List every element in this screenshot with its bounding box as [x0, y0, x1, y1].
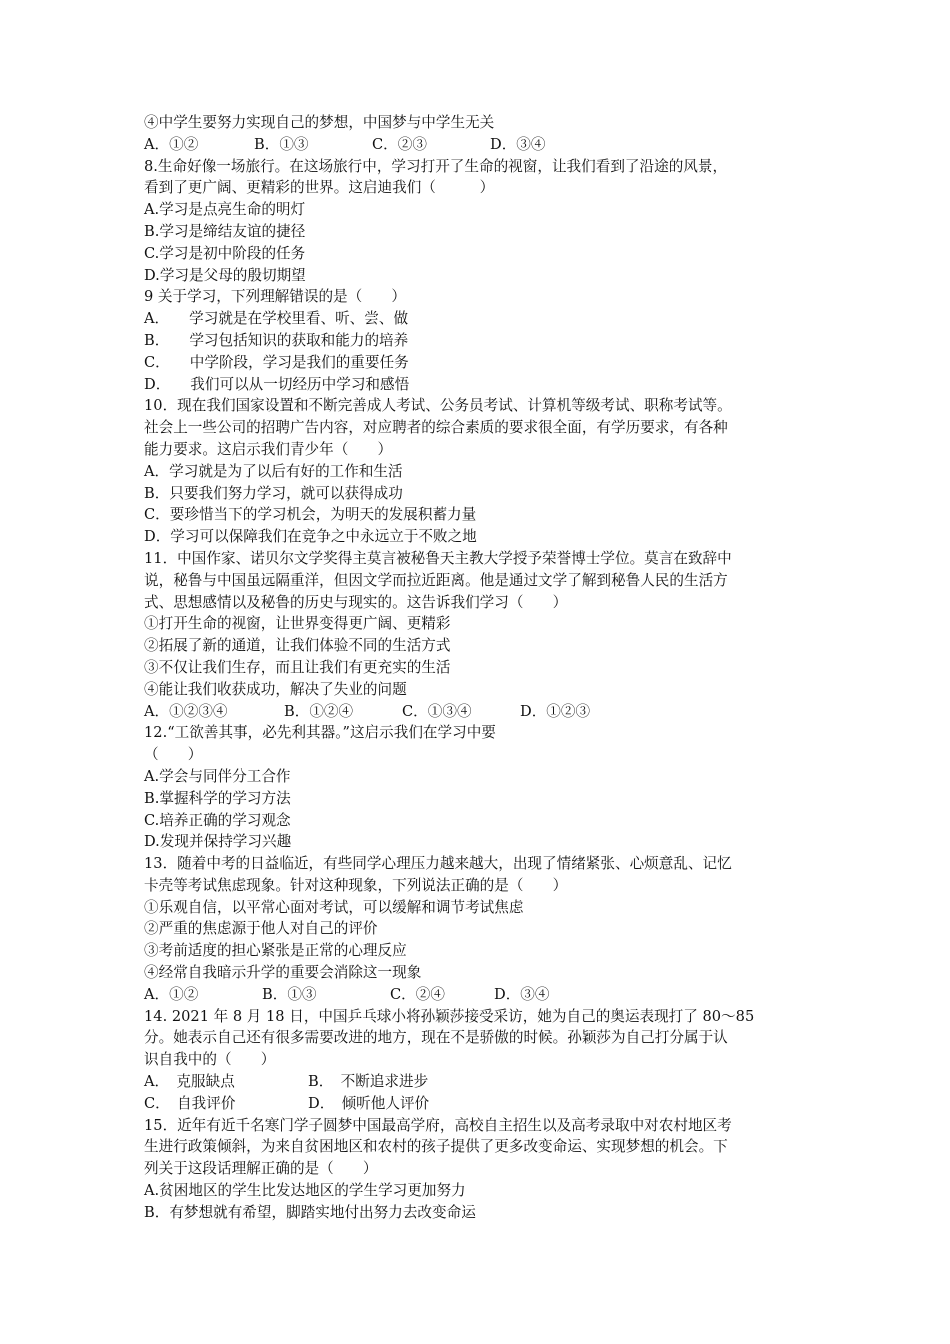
q15-option-b: B．有梦想就有希望，脚踏实地付出努力去改变命运	[144, 1203, 476, 1221]
q11-item-4: ④能让我们收获成功，解决了失业的问题	[144, 680, 407, 698]
q13-option-c: C．②④	[390, 985, 445, 1003]
q12-option-d: D.发现并保持学习兴趣	[144, 833, 292, 851]
q7-option-d: D．③④	[490, 135, 546, 153]
q14-stem-line-2: 分。她表示自己还有很多需要改进的地方，现在不是骄傲的时候。孙颖莎为自己打分属于认	[144, 1029, 728, 1047]
q10-option-c: C．要珍惜当下的学习机会，为明天的发展积蓄力量	[144, 506, 477, 524]
exam-page	[144, 112, 812, 1224]
q15-stem-line-1: 15．近年有近千名寒门学子圆梦中国最高学府，高校自主招生以及高考录取中对农村地区考	[144, 1116, 732, 1134]
q9-option-a	[144, 308, 812, 330]
q11-stem-line-2: 说，秘鲁与中国虽远隔重洋，但因文学而拉近距离。他是通过文学了解到秘鲁人民的生活方	[144, 571, 728, 589]
q10-stem-line-2: 社会上一些公司的招聘广告内容，对应聘者的综合素质的要求很全面，有学历要求，有各种	[144, 419, 728, 437]
q9-option-b	[144, 330, 812, 352]
q7-option-b: B．①③	[254, 135, 309, 153]
q8-stem-line-1: 8.生命好像一场旅行。在这场旅行中，学习打开了生命的视窗，让我们看到了沿途的风景，	[144, 157, 728, 175]
q7-option-c: C．②③	[372, 135, 427, 153]
q11-item-1: ①打开生命的视窗，让世界变得更广阔、更精彩	[144, 615, 451, 633]
q7-item-4: ④中学生要努力实现自己的梦想，中国梦与中学生无关	[144, 114, 495, 131]
q8-stem-line-2: 看到了更广阔、更精彩的世界。这启迪我们（ ）	[144, 179, 495, 197]
q9-stem: 9 关于学习，下列理解错误的是（ ）	[144, 288, 407, 306]
q11-stem-line-1: 11．中国作家、诺贝尔文学奖得主莫言被秘鲁天主教大学授予荣誉博士学位。莫言在致辞中	[144, 549, 732, 567]
q13-item-1: ①乐观自信，以平常心面对考试，可以缓解和调节考试焦虑	[144, 898, 524, 916]
q14-options-row-2	[144, 1093, 812, 1115]
q11-item-2: ②拓展了新的通道，让我们体验不同的生活方式	[144, 637, 451, 655]
q14-stem-line-3: 识自我中的（ ）	[144, 1051, 276, 1069]
q8-option-c: C.学习是初中阶段的任务	[144, 244, 306, 262]
q14-stem-line-1: 14. 2021 年 8 月 18 日，中国乒乓球小将孙颖莎接受采访，她为自己的奥运表现打了 80～85	[144, 1007, 755, 1025]
q15-stem-line-2: 生进行政策倾斜，为来自贫困地区和农村的孩子提供了更多改变命运、实现梦想的机会。下	[144, 1138, 728, 1156]
q8-option-b: B.学习是缔结友谊的捷径	[144, 222, 306, 240]
q8-option-a: A.学习是点亮生命的明灯	[144, 201, 306, 219]
q13-item-3: ③考前适度的担心紧张是正常的心理反应	[144, 942, 407, 960]
q11-option-a: A．①②③④	[144, 702, 228, 720]
q14-option-a: A． 克服缺点	[144, 1073, 235, 1091]
q7-options	[144, 134, 812, 156]
q13-option-a: A．①②	[144, 985, 199, 1003]
q12-stem-line-2: （ ）	[144, 746, 203, 764]
q13-options	[144, 984, 812, 1006]
q7-option-a: A．①②	[144, 135, 199, 153]
q9-option-a-letter: A．	[144, 310, 170, 328]
q14-option-b: B． 不断追求进步	[308, 1073, 429, 1091]
q13-stem-line-1: 13．随着中考的日益临近，有些同学心理压力越来越大，出现了情绪紧张、心烦意乱、记忆	[144, 855, 732, 873]
q9-option-a-text: 学习就是在学校里看、听、尝、做	[189, 310, 409, 328]
q11-option-d: D．①②③	[520, 702, 591, 720]
q9-option-c-text: 中学阶段，学习是我们的重要任务	[189, 353, 409, 371]
q11-item-3: ③不仅让我们生存，而且让我们有更充实的生活	[144, 658, 451, 676]
q9-option-d	[144, 374, 812, 396]
q8-option-d: D.学习是父母的殷切期望	[144, 266, 306, 284]
q12-option-b: B.掌握科学的学习方法	[144, 789, 291, 807]
q12-option-c: C.培养正确的学习观念	[144, 811, 291, 829]
q11-option-b: B．①②④	[284, 702, 354, 720]
q9-option-d-text: 我们可以从一切经历中学习和感悟	[190, 375, 410, 393]
q9-option-b-letter: B．	[144, 331, 170, 349]
q13-item-2: ②严重的焦虑源于他人对自己的评价	[144, 920, 378, 938]
q12-option-a: A.学会与同伴分工合作	[144, 767, 291, 785]
q9-option-b-text: 学习包括知识的获取和能力的培养	[189, 331, 409, 349]
q11-options	[144, 701, 812, 723]
q15-option-a: A.贫困地区的学生比发达地区的学生学习更加努力	[144, 1182, 466, 1200]
q13-option-d: D．③④	[494, 985, 550, 1003]
q11-option-c: C．①③④	[402, 702, 472, 720]
q12-stem-line-1: 12.“工欲善其事，必先利其器。”这启示我们在学习中要	[144, 724, 496, 742]
q13-option-b: B．①③	[262, 985, 317, 1003]
q14-options-row-1	[144, 1071, 812, 1093]
q15-stem-line-3: 列关于这段话理解正确的是（ ）	[144, 1160, 378, 1178]
q9-option-d-letter: D．	[144, 375, 171, 393]
q11-stem-line-3: 式、思想感情以及秘鲁的历史与现实的。这告诉我们学习（ ）	[144, 593, 568, 611]
q10-stem-line-3: 能力要求。这启示我们青少年（ ）	[144, 440, 393, 458]
q14-option-d: D． 倾听他人评价	[308, 1094, 430, 1112]
q13-item-4: ④经常自我暗示升学的重要会消除这一现象	[144, 964, 422, 982]
q10-option-b: B．只要我们努力学习，就可以获得成功	[144, 484, 403, 502]
q13-stem-line-2: 卡壳等考试焦虑现象。针对这种现象，下列说法正确的是（ ）	[144, 876, 568, 894]
q10-stem-line-1: 10．现在我们国家设置和不断完善成人考试、公务员考试、计算机等级考试、职称考试等。	[144, 397, 732, 415]
q14-option-c: C． 自我评价	[144, 1094, 236, 1112]
q10-option-d: D．学习可以保障我们在竞争之中永远立于不败之地	[144, 528, 477, 546]
q9-option-c	[144, 352, 812, 374]
q10-option-a: A．学习就是为了以后有好的工作和生活	[144, 462, 403, 480]
q9-option-c-letter: C．	[144, 353, 170, 371]
